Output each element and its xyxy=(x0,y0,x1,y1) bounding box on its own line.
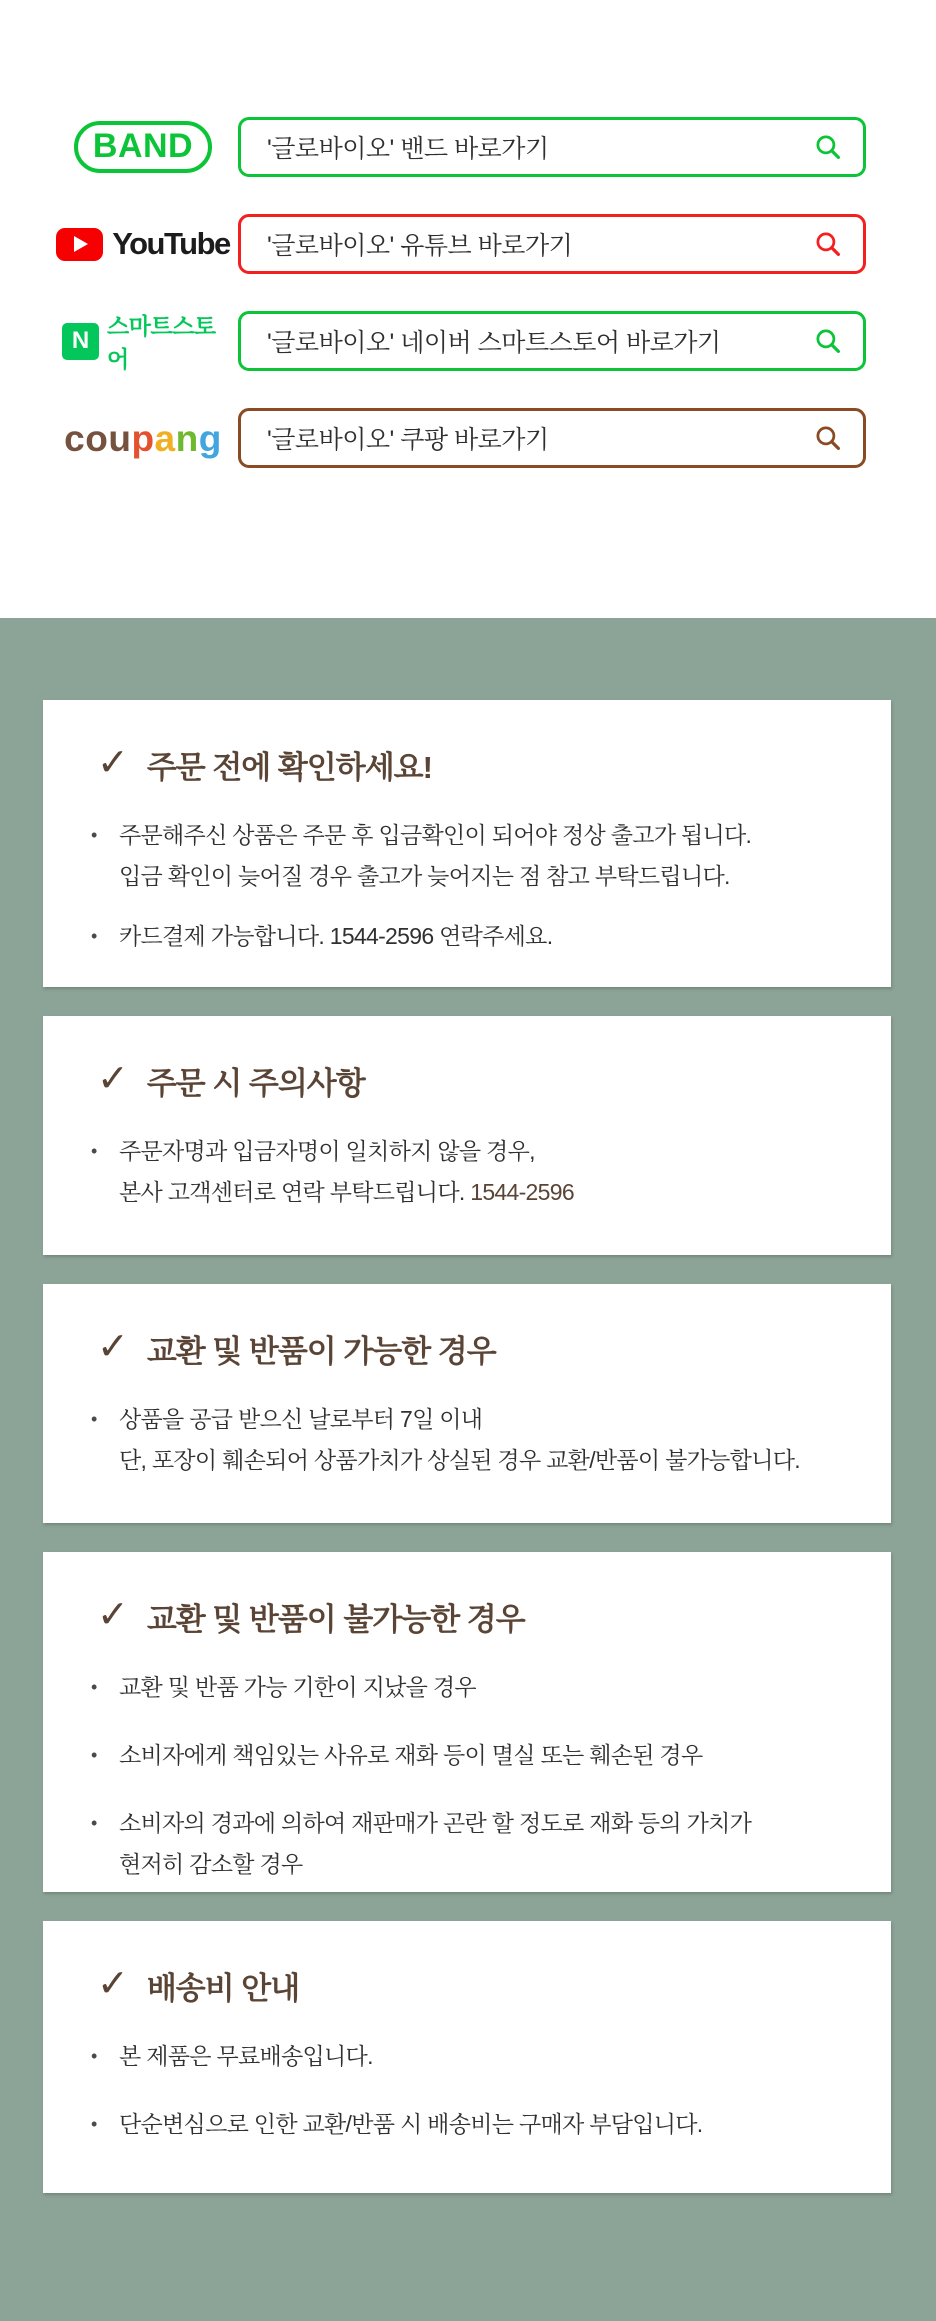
youtube-logo xyxy=(62,226,230,262)
card-title xyxy=(97,1594,849,1639)
bullet-text: 교환 및 반품 가능 기한이 지났을 경우 xyxy=(119,1674,476,1700)
list-item xyxy=(91,916,849,957)
bullet-text: 단, 포장이 훼손되어 상품가치가 상실된 경우 교환/반품이 불가능합니다. xyxy=(119,1447,800,1473)
notice-card-exchange-possible xyxy=(43,1284,891,1523)
phone-number: 1544-2596 xyxy=(470,1179,574,1205)
search-icon[interactable] xyxy=(813,423,843,453)
check-icon: ✓ xyxy=(97,1962,129,2005)
card-title-text: 교환 및 반품이 가능한 경우 xyxy=(146,1334,496,1369)
naver-smartstore-logo xyxy=(62,308,224,374)
list-item xyxy=(91,1667,849,1708)
coupang-link-button[interactable] xyxy=(238,408,866,468)
bullet-text: 현저히 감소할 경우 xyxy=(119,1851,303,1877)
youtube-link-label: '글로바이오' 유튜브 바로가기 xyxy=(267,232,573,260)
card-title-text: 배송비 안내 xyxy=(146,1971,300,2006)
bullet-text: 카드결제 가능합니다. 1544-2596 연락주세요. xyxy=(119,923,553,949)
bullet-icon xyxy=(91,2104,119,2145)
youtube-play-icon xyxy=(56,228,103,261)
naver-smartstore-logo-text: 스마트스토어 xyxy=(107,313,216,372)
card-title xyxy=(97,742,849,787)
check-icon: ✓ xyxy=(97,1325,129,1368)
link-row-naver-smartstore xyxy=(0,311,936,371)
youtube-logo-text: YouTube xyxy=(112,226,230,261)
notice-card-order-caution xyxy=(43,1016,891,1255)
list-item xyxy=(91,2036,849,2077)
bullet-icon xyxy=(91,1667,119,1708)
card-title xyxy=(97,1058,849,1103)
notice-card-shipping-info xyxy=(43,1921,891,2193)
list-item xyxy=(91,1399,849,1481)
naver-smartstore-link-label: '글로바이오' 네이버 스마트스토어 바로가기 xyxy=(267,329,721,357)
search-icon[interactable] xyxy=(813,229,843,259)
card-title-text: 주문 전에 확인하세요! xyxy=(146,750,432,785)
check-icon: ✓ xyxy=(97,741,129,784)
bullet-text: 주문자명과 입금자명이 일치하지 않을 경우, xyxy=(119,1138,535,1164)
bullet-icon xyxy=(91,1399,119,1481)
list-item xyxy=(91,815,849,897)
search-icon[interactable] xyxy=(813,326,843,356)
card-title xyxy=(97,1326,849,1371)
list-item xyxy=(91,1803,849,1885)
bullet-text: 본 제품은 무료배송입니다. xyxy=(119,2043,373,2069)
bullet-text: 주문해주신 상품은 주문 후 입금확인이 되어야 정상 출고가 됩니다. xyxy=(119,822,752,848)
bullet-icon xyxy=(91,1735,119,1776)
coupang-logo-text: coupang xyxy=(64,417,222,459)
bullet-text: 단순변심으로 인한 교환/반품 시 배송비는 구매자 부담입니다. xyxy=(119,2111,703,2137)
band-logo-text: BAND xyxy=(74,121,212,172)
coupang-link-label: '글로바이오' 쿠팡 바로가기 xyxy=(267,426,549,454)
notice-section xyxy=(0,618,936,2321)
link-row-band xyxy=(0,117,936,177)
link-row-coupang xyxy=(0,408,936,468)
bullet-text: 입금 확인이 늦어질 경우 출고가 늦어지는 점 참고 부탁드립니다. xyxy=(119,863,730,889)
list-item xyxy=(91,1131,849,1213)
bullet-icon xyxy=(91,815,119,897)
quick-links-section xyxy=(0,0,936,618)
naver-smartstore-link-button[interactable] xyxy=(238,311,866,371)
band-link-label: '글로바이오' 밴드 바로가기 xyxy=(267,135,549,163)
bullet-icon xyxy=(91,2036,119,2077)
search-icon[interactable] xyxy=(813,132,843,162)
card-title xyxy=(97,1963,849,2008)
link-row-youtube xyxy=(0,214,936,274)
check-icon: ✓ xyxy=(97,1593,129,1636)
bullet-text: 상품을 공급 받으신 날로부터 7일 이내 xyxy=(119,1406,483,1432)
notice-card-order-check xyxy=(43,700,891,987)
bullet-icon xyxy=(91,1803,119,1885)
youtube-link-button[interactable] xyxy=(238,214,866,274)
band-logo xyxy=(62,121,224,172)
notice-card-exchange-impossible xyxy=(43,1552,891,1892)
bullet-icon xyxy=(91,916,119,957)
bullet-text: 소비자의 경과에 의하여 재판매가 곤란 할 정도로 재화 등의 가치가 xyxy=(119,1810,752,1836)
list-item xyxy=(91,2104,849,2145)
card-title-text: 교환 및 반품이 불가능한 경우 xyxy=(146,1602,525,1637)
naver-n-icon: N xyxy=(62,323,99,360)
check-icon: ✓ xyxy=(97,1057,129,1100)
bullet-text: 소비자에게 책임있는 사유로 재화 등이 멸실 또는 훼손된 경우 xyxy=(119,1742,703,1768)
list-item xyxy=(91,1735,849,1776)
bullet-text: 본사 고객센터로 연락 부탁드립니다. 1544-2596 xyxy=(119,1179,574,1205)
band-link-button[interactable] xyxy=(238,117,866,177)
bullet-icon xyxy=(91,1131,119,1213)
card-title-text: 주문 시 주의사항 xyxy=(146,1066,365,1101)
coupang-logo xyxy=(62,417,224,459)
